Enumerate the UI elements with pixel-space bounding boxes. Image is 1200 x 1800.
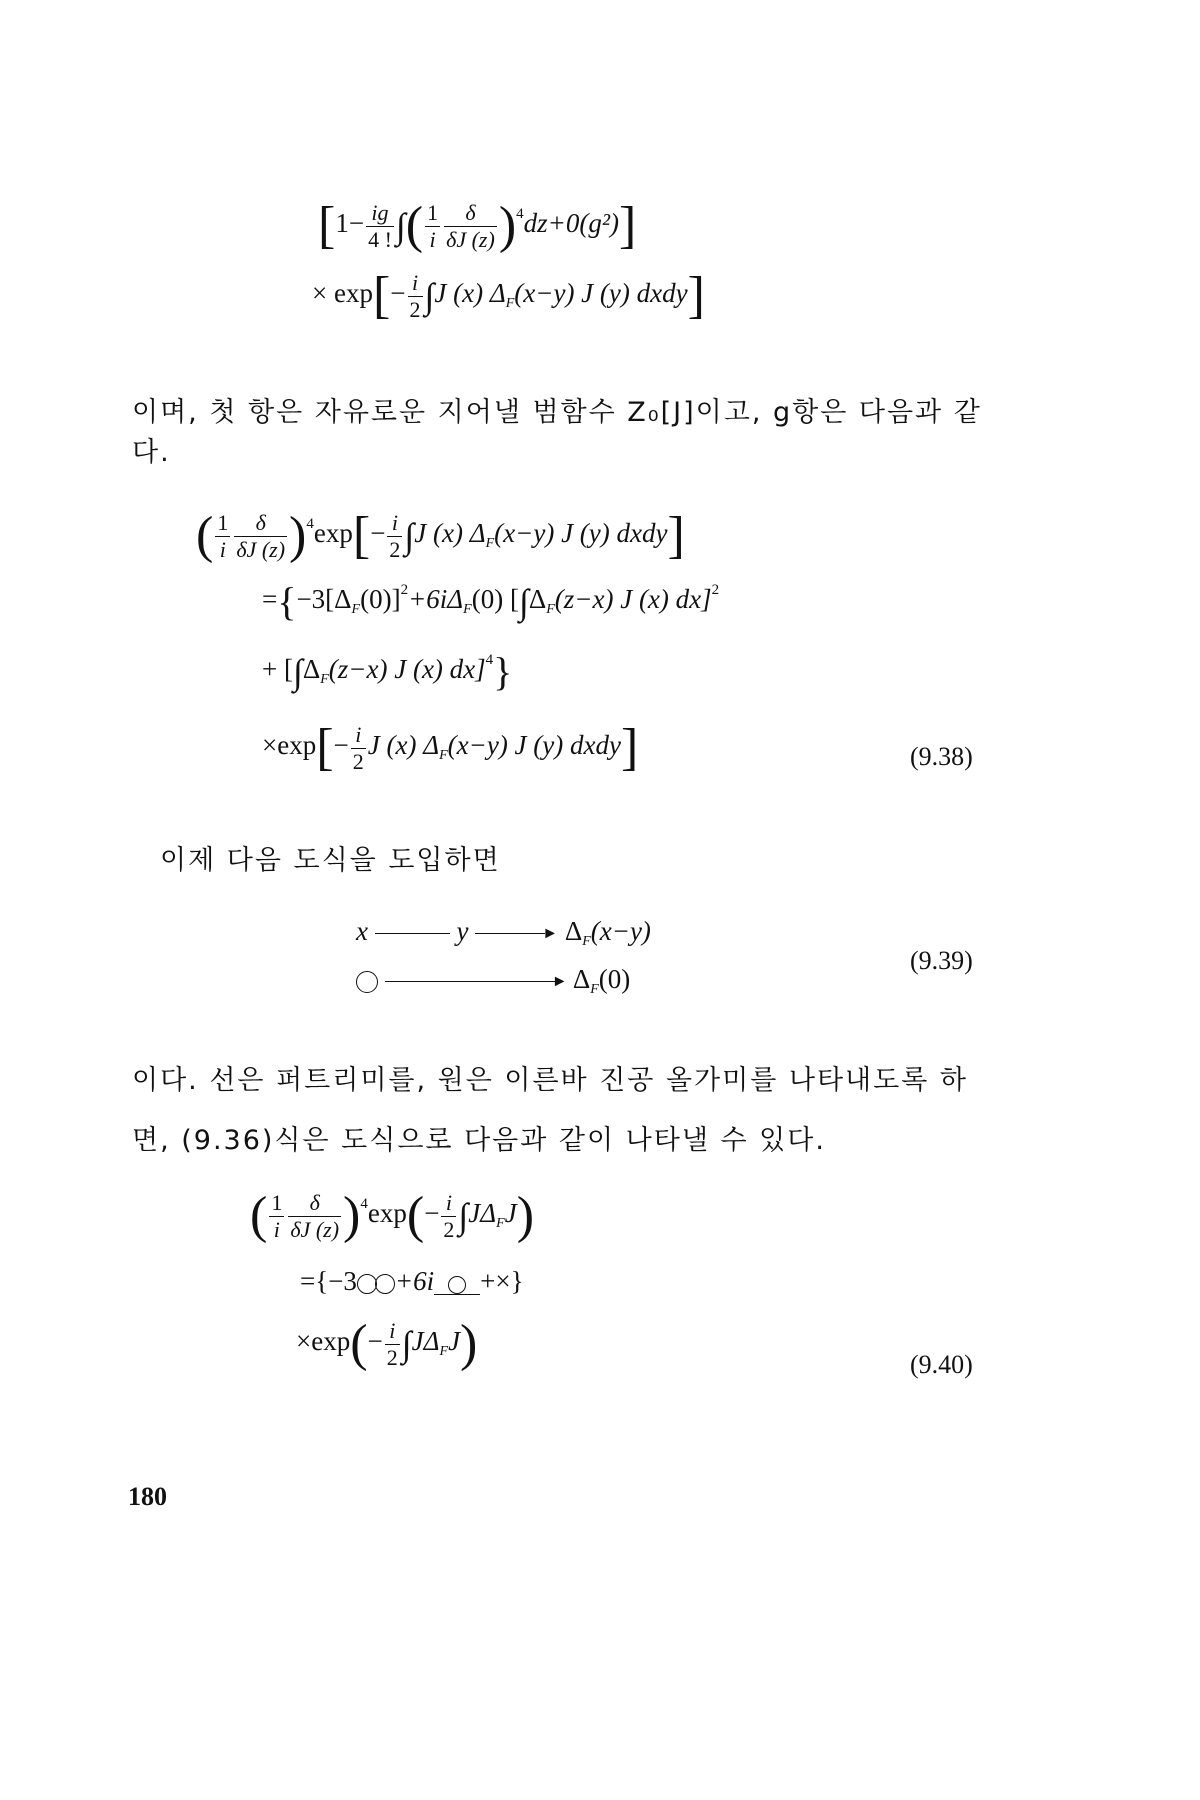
vertex-x: x — [356, 916, 368, 946]
fraction-functional-derivative — [288, 1190, 341, 1242]
equation-number-9-40: (9.40) — [910, 1350, 973, 1379]
equation-9-38-line4: ×exp[− $\frac{i}{2}$ J (x) $\Delta_F(x-y)$ J (y) dxdy] — [262, 719, 639, 776]
equation-9-40-line1: ( $\frac{1}{i}$ $\frac{\delta}{\delta J (z)}$ )$^4$exp(− $\frac{i}{2}$ $\int J\Delta_FJ$) — [250, 1187, 535, 1244]
equation-number-9-39: (9.39) — [910, 946, 973, 975]
eq-text: Δ — [572, 964, 591, 994]
integral-sign: ∫ — [401, 1324, 412, 1364]
vertex-y: y — [456, 916, 469, 946]
integral-sign: ∫ — [292, 652, 303, 692]
equation-number-9-38: (9.38) — [910, 742, 973, 771]
left-paren: ( — [196, 507, 214, 564]
frac-num: i — [387, 510, 402, 536]
eq-text: × exp — [312, 278, 373, 309]
frac-num: i — [351, 722, 366, 748]
frac-num: δ — [444, 200, 497, 226]
eq-text: exp — [367, 1198, 407, 1229]
frac-den: δJ (z) — [236, 536, 286, 562]
subscript: F — [505, 296, 515, 312]
exponent: 4 — [485, 652, 494, 669]
eq-text: 1 — [335, 208, 349, 239]
right-paren: ) — [460, 1315, 478, 1372]
frac-num: 1 — [271, 1190, 283, 1216]
vacuum-loop-circle-icon — [357, 1274, 377, 1294]
page-number: 180 — [128, 1482, 167, 1511]
eq-text: (x−y) J (y) dxdy — [447, 730, 621, 761]
frac-num: δ — [288, 1190, 341, 1216]
propagator-line — [375, 933, 450, 934]
frac-num: δ — [234, 510, 287, 536]
tadpole-diagram-icon — [434, 1271, 480, 1297]
frac-den: δJ (z) — [446, 226, 495, 252]
frac-den: 2 — [389, 536, 401, 562]
frac-den: δJ (z) — [290, 1216, 340, 1242]
eq-text: J (x) Δ — [434, 278, 506, 309]
equation-9-38-line2: $=\{-3[\Delta_F(0)]^2+6i\Delta_F(0)$ [$\int\Delta_F(z-x)$ J (x) dx]$^2$ — [262, 579, 720, 624]
paragraph-3-line-1: 이다. 선은 퍼트리미를, 원은 이른바 진공 올가미를 나타내도록 하 — [132, 1065, 968, 1096]
frac-num: ig — [366, 200, 394, 226]
eq-text: +×} — [480, 1266, 524, 1296]
eq-text: ×exp — [296, 1326, 351, 1357]
eq-text: (0) [ — [471, 584, 519, 615]
integral-sign: ∫ — [458, 1196, 469, 1236]
eq-text: JΔ — [468, 1198, 497, 1229]
right-paren: ) — [516, 1187, 535, 1244]
right-brace: } — [493, 649, 513, 694]
left-brace: { — [277, 579, 297, 624]
vacuum-loop-circle-icon — [375, 1274, 395, 1294]
eq-text: +6iΔ — [408, 584, 464, 615]
eq-text: (0)] — [360, 584, 401, 615]
fraction-functional-derivative — [234, 510, 287, 562]
exponent: 2 — [711, 582, 720, 599]
left-bracket: [ — [352, 507, 371, 564]
frac-den: 2 — [443, 1216, 455, 1242]
equation-9-40-line2 — [300, 1268, 524, 1297]
paragraph-1-line-1: 이며, 첫 항은 자유로운 지어낼 범함수 Z₀[J]이고, g항은 다음과 같 — [132, 397, 982, 428]
fraction-one-over-i — [215, 510, 230, 562]
fraction-i-over-2 — [385, 1318, 400, 1370]
right-paren: ) — [289, 507, 307, 564]
subscript: F — [320, 672, 329, 688]
integral-sign: ∫ — [404, 516, 415, 556]
left-bracket: [ — [318, 197, 336, 254]
equation-9-39-line2 — [356, 966, 630, 997]
subscript: F — [590, 982, 599, 997]
right-paren: ) — [498, 197, 517, 254]
right-bracket: ] — [618, 197, 637, 254]
eq-text: J — [448, 1326, 461, 1357]
equation-9-39-line1 — [356, 918, 651, 949]
frac-num: 1 — [427, 200, 439, 226]
eq-text: (x−y) J (y) dxdy — [514, 278, 688, 309]
subscript: F — [546, 602, 555, 618]
fraction-ig — [366, 200, 394, 252]
fraction-i-over-2 — [408, 270, 423, 322]
eq-text: (z−x) J (x) dx] — [554, 584, 712, 615]
subscript: F — [351, 602, 361, 618]
frac-den: i — [219, 536, 226, 562]
fraction-i-over-2 — [387, 510, 402, 562]
vacuum-loop-circle-icon — [356, 971, 378, 993]
arrow-line — [385, 981, 555, 982]
arrow-right-icon: ► — [542, 924, 559, 942]
paragraph-2-line-1: 이제 다음 도식을 도입하면 — [160, 845, 501, 876]
subscript: F — [485, 536, 495, 552]
equation-top-line1: [1− $\frac{ig}{4 !}$ ∫( $\frac{1}{i}$ $\frac{\delta}{\delta J (z)}$ )$^4$dz+0(g²)] — [318, 197, 637, 254]
eq-text: J — [504, 1198, 517, 1229]
eq-text: (x−y) — [590, 916, 651, 946]
left-bracket: [ — [372, 267, 391, 324]
eq-text: −3[Δ — [296, 584, 352, 615]
eq-text: +6i — [394, 1266, 435, 1296]
subscript: F — [439, 748, 448, 764]
frac-num: i — [408, 270, 423, 296]
right-bracket: ] — [620, 719, 639, 776]
left-paren: ( — [406, 1187, 425, 1244]
eq-text: Δ — [528, 584, 547, 615]
right-bracket: ] — [687, 267, 705, 324]
paragraph-3-line-2: 면, (9.36)식은 도식으로 다음과 같이 나타낼 수 있다. — [132, 1125, 826, 1156]
frac-num: i — [441, 1190, 456, 1216]
integral-sign: ∫ — [395, 206, 406, 246]
paragraph-1-line-2: 다. — [132, 437, 171, 468]
eq-text: ×exp — [262, 730, 317, 761]
eq-text: J (x) Δ — [367, 730, 440, 761]
left-paren: ( — [250, 1187, 268, 1244]
frac-den: 2 — [386, 1344, 398, 1370]
arrow-line — [475, 933, 545, 934]
fraction-one-over-i — [425, 200, 440, 252]
integral-sign: ∫ — [424, 276, 435, 316]
eq-text: (z−x) J (x) dx] — [328, 654, 486, 685]
fraction-one-over-i — [269, 1190, 284, 1242]
arrow-right-icon: ► — [551, 972, 568, 990]
eq-text: (0) — [598, 964, 631, 994]
subscript: F — [582, 934, 591, 949]
exponent: 4 — [306, 516, 314, 533]
left-paren: ( — [350, 1315, 368, 1372]
fraction-i-over-2 — [351, 722, 366, 774]
fraction-functional-derivative — [444, 200, 497, 252]
left-bracket: [ — [316, 719, 334, 776]
eq-text: JΔ — [411, 1326, 440, 1357]
equation-9-40-line3: ×exp(− $\frac{i}{2}$ $\int J\Delta_FJ$) — [296, 1315, 478, 1372]
right-paren: ) — [343, 1187, 361, 1244]
subscript: F — [463, 602, 472, 618]
eq-text: ={−3 — [300, 1266, 357, 1296]
integral-sign: ∫ — [518, 582, 529, 622]
equation-9-38-line1: ( $\frac{1}{i}$ $\frac{\delta}{\delta J (z)}$ )$^4$exp[− $\frac{i}{2}$ ∫J (x) $\Delta_F(x-y)$ J (y) dxdy] — [196, 507, 685, 564]
frac-num: 1 — [217, 510, 229, 536]
eq-text: Δ — [302, 654, 321, 685]
equation-9-38-line3 — [262, 649, 513, 694]
left-paren: ( — [405, 197, 424, 254]
exponent: 4 — [516, 206, 524, 223]
exponent: 2 — [400, 582, 409, 599]
frac-den: 2 — [409, 296, 421, 322]
eq-text: + [ — [262, 654, 293, 685]
fraction-i-over-2 — [441, 1190, 456, 1242]
right-bracket: ] — [667, 507, 685, 564]
eq-text: Δ — [564, 916, 583, 946]
subscript: F — [496, 1216, 505, 1232]
frac-den: i — [273, 1216, 280, 1242]
eq-text: (x−y) J (y) dxdy — [494, 518, 668, 549]
eq-text: exp — [313, 518, 353, 549]
exponent: 4 — [360, 1196, 368, 1213]
frac-den: i — [429, 226, 436, 252]
frac-num: i — [385, 1318, 400, 1344]
eq-text: dz+0(g²) — [523, 208, 619, 239]
subscript: F — [439, 1344, 449, 1360]
equation-top-line2: × exp[− $\frac{i}{2}$ ∫J (x) $\Delta_F(x-y)$ J (y) dxdy] — [312, 267, 705, 324]
eq-text: J (x) Δ — [414, 518, 486, 549]
frac-den: 2 — [352, 748, 364, 774]
frac-den: 4 ! — [368, 226, 392, 252]
